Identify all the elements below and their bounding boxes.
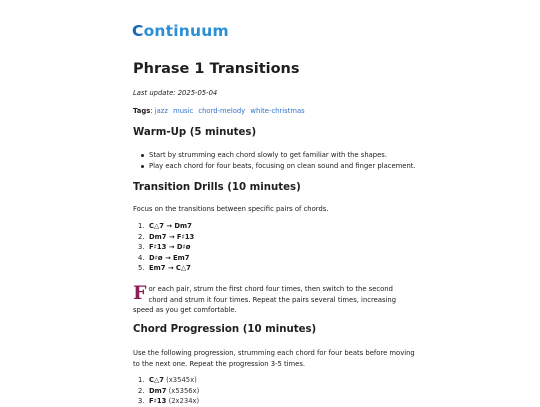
chord-shape: (x3545x): [166, 376, 197, 384]
chord-shape: (x5356x): [168, 386, 200, 395]
list-number: 5.: [138, 264, 145, 273]
drills-body: [133, 284, 411, 316]
chord-name: Dm7: [149, 386, 167, 395]
list-number: 2.: [138, 386, 145, 395]
tag-link[interactable]: music: [173, 107, 194, 115]
list-item: Play each chord for four beats, focusing on clean sound and finger placement.: [149, 161, 416, 170]
tag-link[interactable]: white-christmas: [250, 107, 305, 115]
logo-first-letter: C: [132, 22, 144, 40]
list-number: 1.: [138, 376, 145, 384]
tags-colon: :: [150, 107, 155, 115]
list-number: 1.: [138, 222, 145, 230]
chord-name: C△7: [149, 376, 164, 384]
page-title: Phrase 1 Transitions: [133, 61, 300, 77]
list-item: [138, 221, 194, 232]
list-number: 3.: [138, 243, 145, 252]
list-item: Start by strumming each chord slowly to get familiar with the shapes.: [149, 150, 416, 161]
list-number: 2.: [138, 232, 145, 241]
chord-pair: F♯13 → D♯ø: [149, 243, 191, 252]
list-item: [138, 396, 200, 407]
section-heading-warmup: Warm-Up (5 minutes): [133, 127, 257, 138]
chord-name: F♯13: [149, 397, 167, 406]
tag-link[interactable]: chord-melody: [198, 107, 246, 115]
list-number: 4.: [138, 253, 145, 262]
list-number: 3.: [138, 397, 145, 406]
list-item: [138, 242, 194, 253]
chord-pair: Em7 → C△7: [149, 264, 191, 273]
tag-link[interactable]: jazz: [154, 107, 168, 115]
chord-pair: C△7 → Dm7: [149, 222, 192, 230]
logo-rest: ontinuum: [143, 22, 229, 40]
list-item: [138, 386, 200, 397]
list-item: [138, 253, 194, 264]
tags-line: [133, 106, 308, 116]
section-heading-progression: Chord Progression (10 minutes): [133, 324, 317, 335]
chord-shape: (2x234x): [168, 397, 200, 406]
list-item: [138, 263, 194, 274]
drills-intro: Focus on the transitions between specific pairs of chords.: [133, 205, 329, 213]
list-item: [138, 232, 195, 243]
progression-intro: Use the following progression, strumming each chord for four beats before moving to the next one. Repeat the progression 3-5 times.: [133, 349, 415, 368]
progression-list: [138, 375, 200, 407]
drills-body-text: or each pair, strum the first chord four times, then switch to the second chord and strum it four times. Repeat the pairs several times, increasing speed as you get comfortable.: [133, 285, 397, 315]
site-logo[interactable]: [132, 22, 229, 40]
drills-pair-list: [138, 221, 195, 274]
section-heading-drills: Transition Drills (10 minutes): [133, 182, 301, 193]
chord-pair: Dm7 → F♯13: [149, 232, 195, 241]
chord-pair: D♯ø → Em7: [149, 253, 190, 262]
tags-label: Tags: [133, 107, 151, 115]
drop-cap: F: [133, 282, 147, 304]
list-item: [138, 375, 199, 386]
warmup-list: [149, 150, 416, 171]
last-update: Last update: 2025-05-04: [133, 89, 218, 97]
